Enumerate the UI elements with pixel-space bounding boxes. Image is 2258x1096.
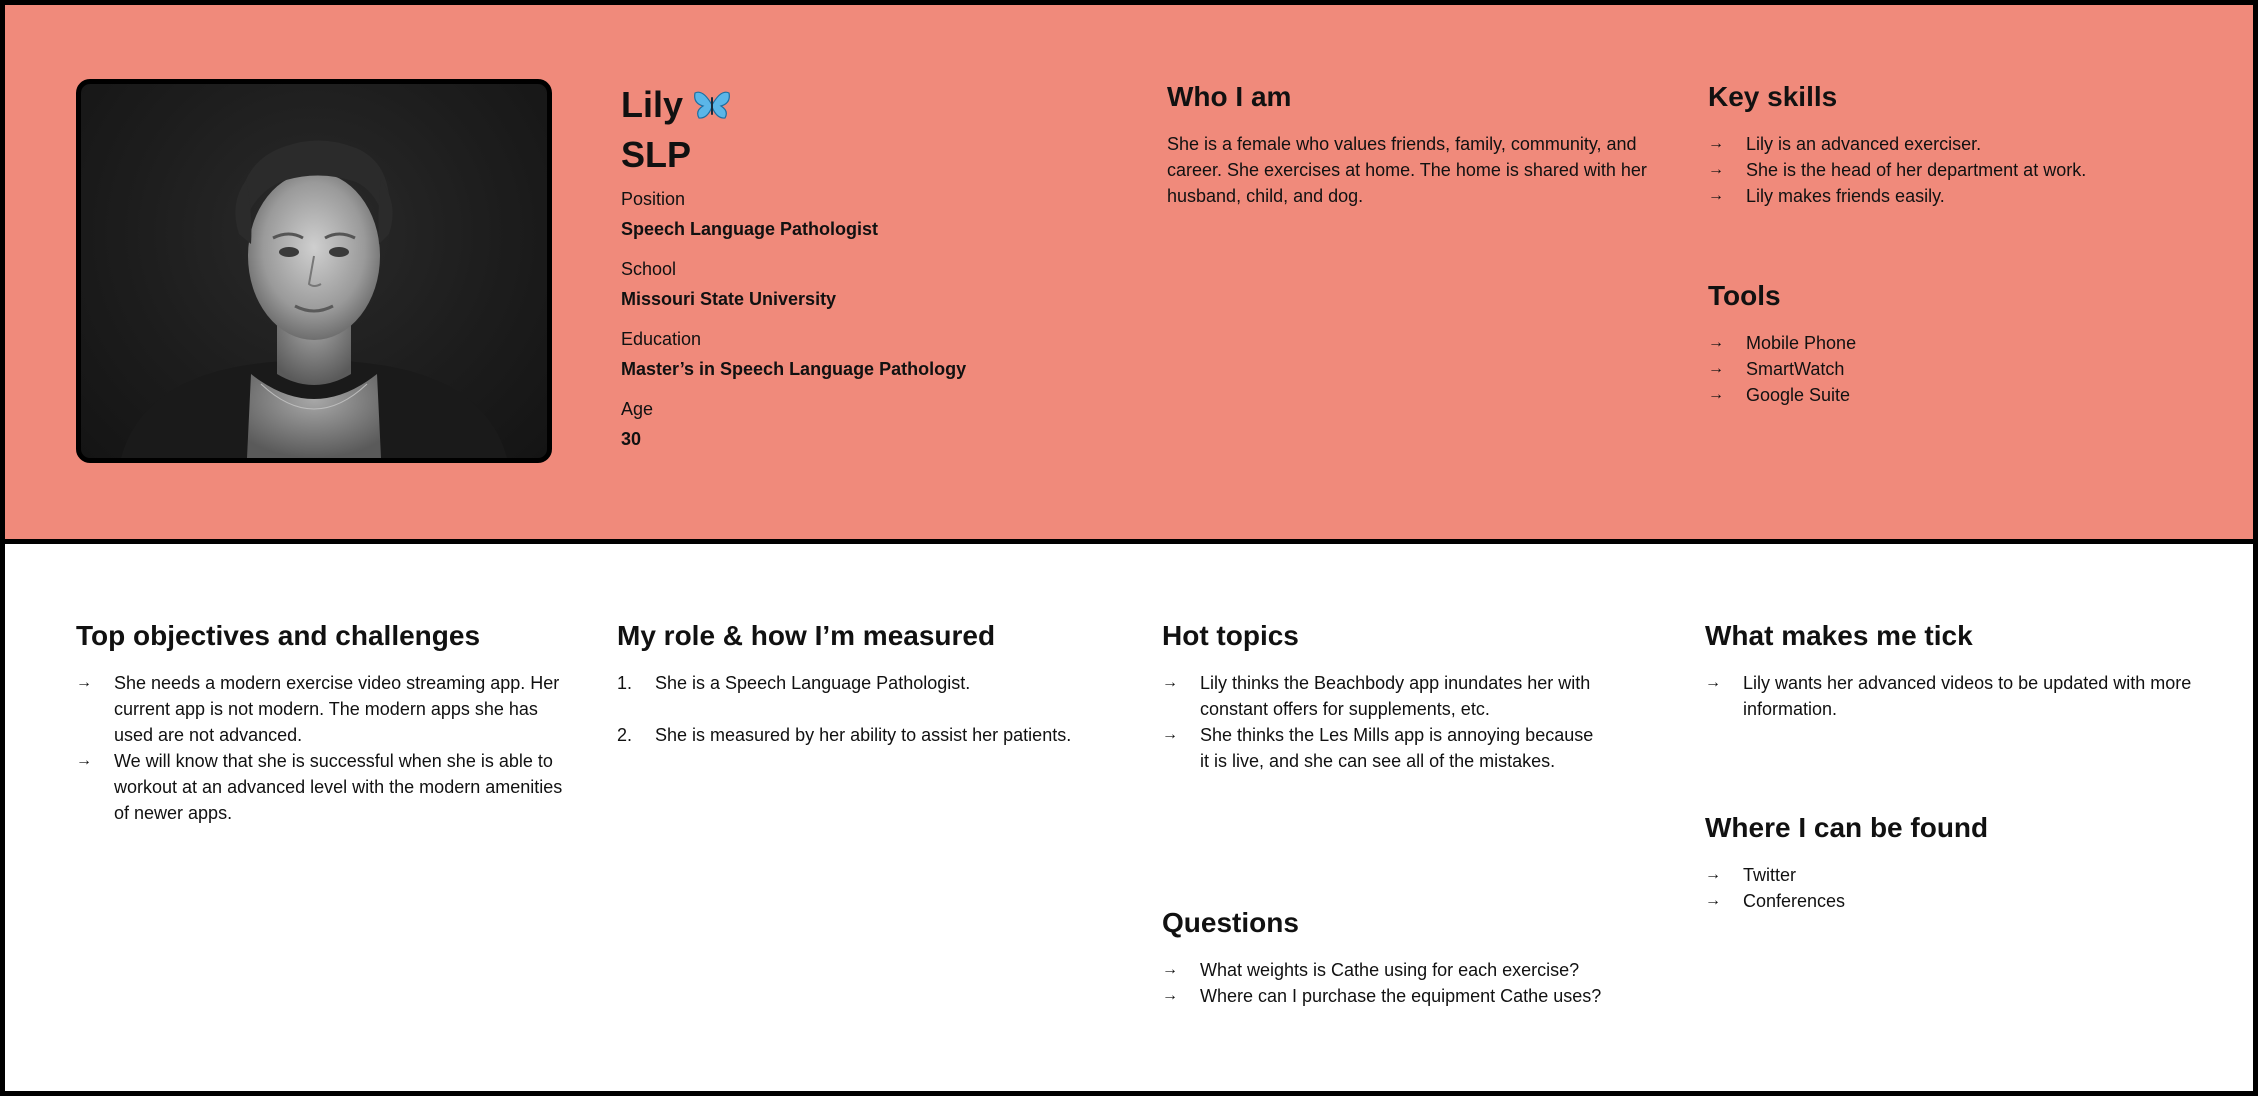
where-found-section xyxy=(1705,810,2205,914)
objectives-section xyxy=(76,618,566,826)
arrow-right-icon: → xyxy=(1705,674,1721,691)
hot-topics-list xyxy=(1162,670,1602,774)
arrow-right-icon: → xyxy=(76,674,92,691)
arrow-right-icon: → xyxy=(1705,892,1721,909)
my-role-list xyxy=(617,670,1077,748)
what-makes-me-tick-section xyxy=(1705,618,2205,722)
list-item: → Conferences xyxy=(1705,888,2205,914)
list-item: → Lily is an advanced exerciser. xyxy=(1708,131,2228,157)
persona-header xyxy=(5,5,2253,544)
field-label: Position xyxy=(621,189,686,209)
questions-section xyxy=(1162,905,1622,1009)
section-title: Top objectives and challenges xyxy=(76,620,481,651)
section-title: Key skills xyxy=(1708,81,1838,112)
section-title: Tools xyxy=(1708,280,1781,311)
arrow-right-icon: → xyxy=(1708,360,1724,377)
persona-identity xyxy=(621,81,1101,467)
section-title: Where I can be found xyxy=(1705,812,1989,843)
section-title: What makes me tick xyxy=(1705,620,1973,651)
field-label: Education xyxy=(621,329,702,349)
persona-name-row xyxy=(621,81,1101,129)
arrow-right-icon: → xyxy=(1705,866,1721,883)
list-item: → Mobile Phone xyxy=(1708,330,2228,356)
field-education xyxy=(621,327,1101,381)
arrow-right-icon: → xyxy=(1162,961,1178,978)
field-label: School xyxy=(621,259,677,279)
arrow-right-icon: → xyxy=(1708,187,1724,204)
field-age xyxy=(621,397,1101,451)
my-role-section xyxy=(617,618,1077,774)
butterfly-icon xyxy=(693,89,731,121)
key-skills-list xyxy=(1708,131,2228,209)
questions-list xyxy=(1162,957,1622,1009)
section-title: Hot topics xyxy=(1162,620,1299,651)
objectives-list xyxy=(76,670,566,826)
who-i-am-section xyxy=(1167,79,1647,209)
list-item: → SmartWatch xyxy=(1708,356,2228,382)
section-title: Who I am xyxy=(1167,81,1292,112)
field-value: Missouri State University xyxy=(621,289,837,309)
arrow-right-icon: → xyxy=(76,752,92,769)
list-item: → What weights is Cathe using for each exercise? xyxy=(1162,957,1622,983)
arrow-right-icon: → xyxy=(1708,334,1724,351)
field-position xyxy=(621,187,1101,241)
key-skills-section xyxy=(1708,79,2228,209)
tick-list xyxy=(1705,670,2205,722)
arrow-right-icon: → xyxy=(1162,987,1178,1004)
list-number: 1. xyxy=(617,673,633,693)
persona-title: SLP xyxy=(621,134,692,175)
list-item: → Twitter xyxy=(1705,862,2205,888)
field-value: Master’s in Speech Language Pathology xyxy=(621,359,967,379)
persona-name: Lily xyxy=(621,84,684,125)
list-item: → She thinks the Les Mills app is annoying because it is live, and she can see all of the mistakes. xyxy=(1162,722,1602,774)
arrow-right-icon: → xyxy=(1708,386,1724,403)
list-item: → Where can I purchase the equipment Cathe uses? xyxy=(1162,983,1622,1009)
arrow-right-icon: → xyxy=(1162,674,1178,691)
persona-photo xyxy=(76,79,552,463)
list-item: → She needs a modern exercise video streaming app. Her current app is not modern. The modern apps she has used are not advanced. xyxy=(76,670,566,748)
tools-section xyxy=(1708,278,2228,408)
section-title: Questions xyxy=(1162,907,1299,938)
section-title: My role & how I’m measured xyxy=(617,620,996,651)
field-school xyxy=(621,257,1101,311)
list-item: → Lily makes friends easily. xyxy=(1708,183,2228,209)
tools-list xyxy=(1708,330,2228,408)
list-item: 1. She is a Speech Language Pathologist. xyxy=(617,670,1077,696)
where-found-list xyxy=(1705,862,2205,914)
arrow-right-icon: → xyxy=(1708,135,1724,152)
list-item: → Lily wants her advanced videos to be updated with more information. xyxy=(1705,670,2205,722)
list-item: 2. She is measured by her ability to assist her patients. xyxy=(617,722,1077,748)
list-item: → Google Suite xyxy=(1708,382,2228,408)
arrow-right-icon: → xyxy=(1162,726,1178,743)
list-item: → Lily thinks the Beachbody app inundates her with constant offers for supplements, etc. xyxy=(1162,670,1602,722)
list-item: → We will know that she is successful when she is able to workout at an advanced level with the modern amenities of newer apps. xyxy=(76,748,566,826)
hot-topics-section xyxy=(1162,618,1602,774)
portrait-image xyxy=(81,84,547,458)
arrow-right-icon: → xyxy=(1708,161,1724,178)
field-value: 30 xyxy=(621,429,642,449)
list-number: 2. xyxy=(617,725,633,745)
who-i-am-text: She is a female who values friends, family, community, and career. She exercises at home. The home is shared with her husband, child, and dog. xyxy=(1167,134,1647,206)
field-label: Age xyxy=(621,399,654,419)
persona-details xyxy=(5,544,2253,1091)
field-value: Speech Language Pathologist xyxy=(621,219,879,239)
list-item: → She is the head of her department at work. xyxy=(1708,157,2228,183)
